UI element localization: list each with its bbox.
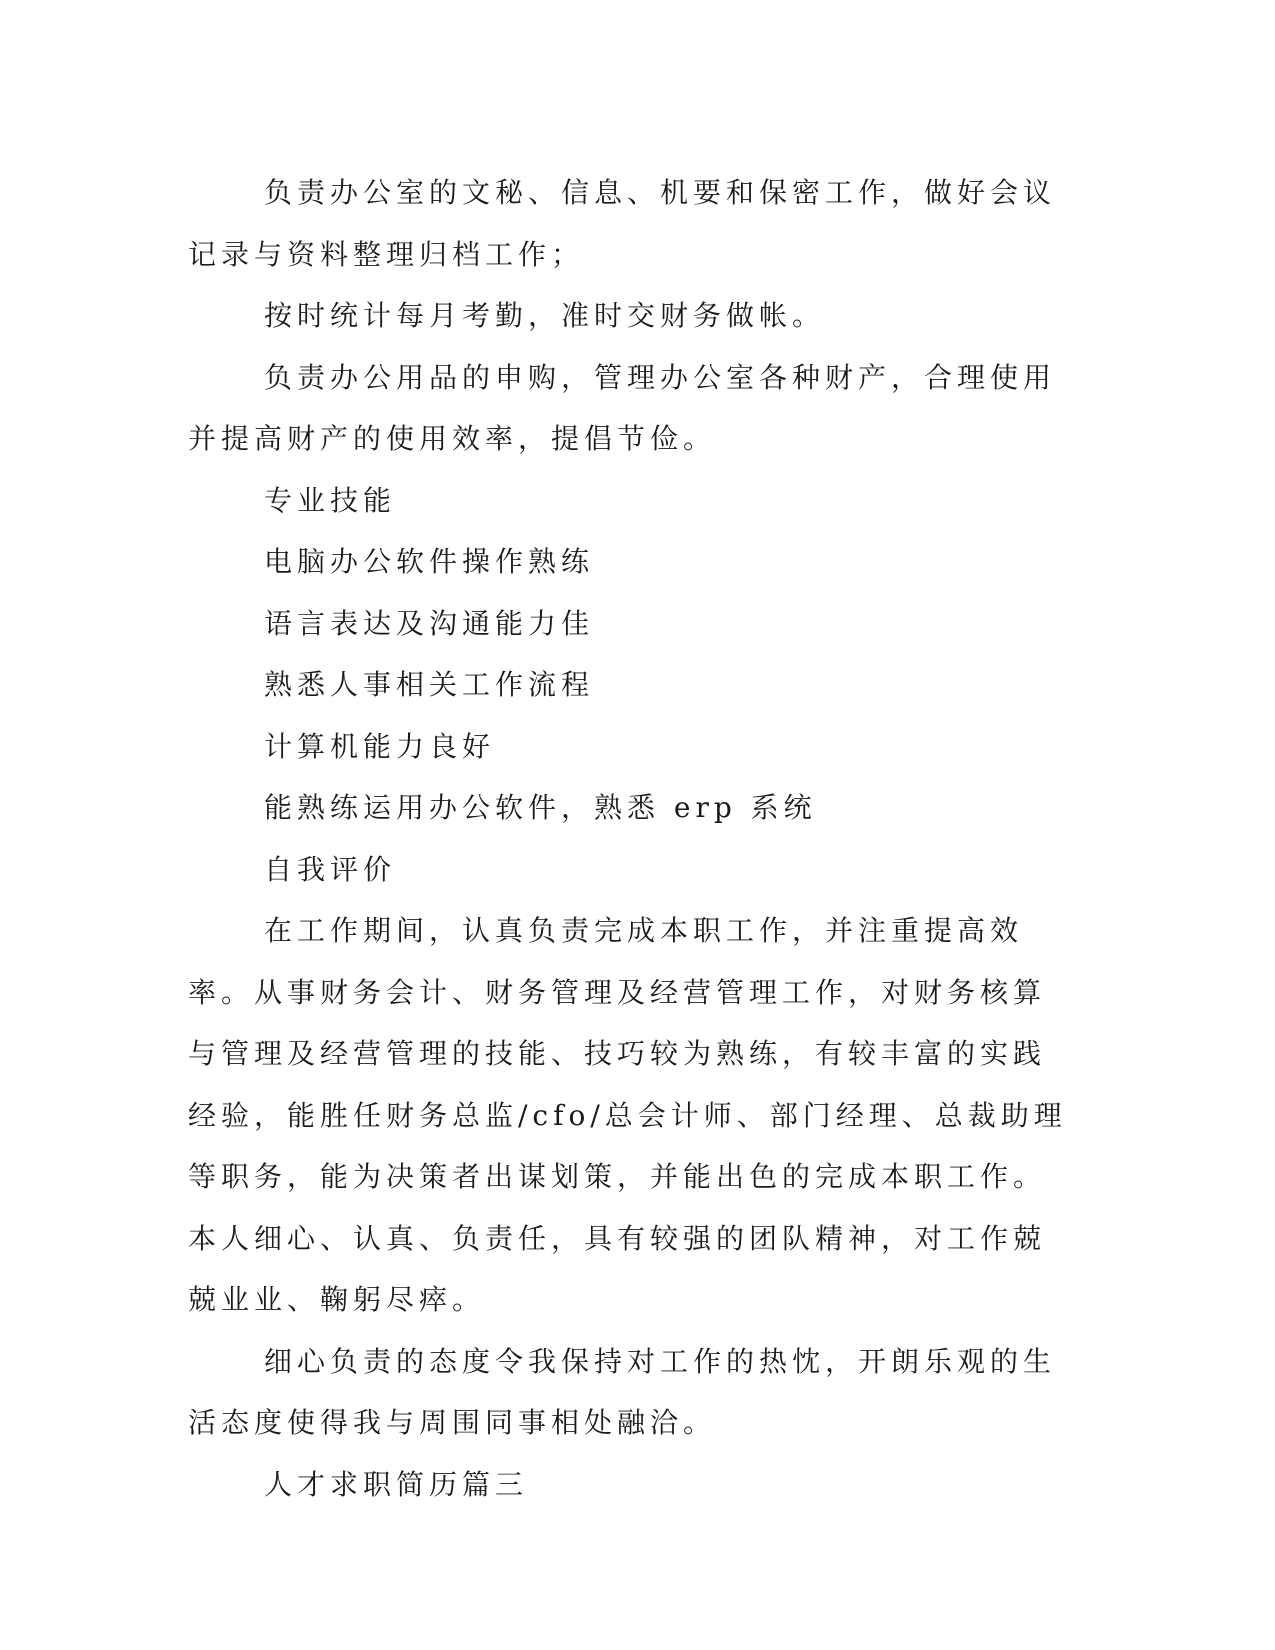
document-body [188,162,1078,1515]
paragraph-duties-attendance: 按时统计每月考勤，准时交财务做帐。 [264,299,826,332]
section-heading-self-evaluation: 自我评价 [264,852,397,886]
skill-item-erp: 能熟练运用办公软件，熟悉 erp 系统 [264,791,817,824]
paragraph-duties-supplies: 负责办公用品的申购，管理办公室各种财产，合理使用并提高财产的使用效率，提倡节俭。 [188,360,1057,455]
skill-item-computer: 计算机能力良好 [264,729,496,763]
skill-item-office-software: 电脑办公软件操作熟练 [264,545,595,578]
section-heading-skills: 专业技能 [264,483,397,517]
section-heading-resume-part-three: 人才求职简历篇三 [264,1467,529,1501]
paragraph-self-evaluation-2: 细心负责的态度令我保持对工作的热忱，开朗乐观的生活态度使得我与周围同事相处融洽。 [188,1344,1057,1439]
paragraph-duties-secretarial: 负责办公室的文秘、信息、机要和保密工作，做好会议记录与资料整理归档工作； [188,176,1057,271]
skill-item-communication: 语言表达及沟通能力佳 [264,606,595,640]
skill-item-hr-process: 熟悉人事相关工作流程 [264,668,595,701]
paragraph-self-evaluation-1: 在工作期间，认真负责完成本职工作，并注重提高效率。从事财务会计、财务管理及经营管理工作，对财务核算与管理及经营管理的技能、技巧较为熟练，有较丰富的实践经验，能胜任财务总监/cfo/总会计师、部门经理、总裁助理等职务，能为决策者出谋划策，并能出色的完成本职工作。本人细心、认真、负责任，具有较强的团队精神，对工作兢兢业业、鞠躬尽瘁。 [188,914,1067,1316]
